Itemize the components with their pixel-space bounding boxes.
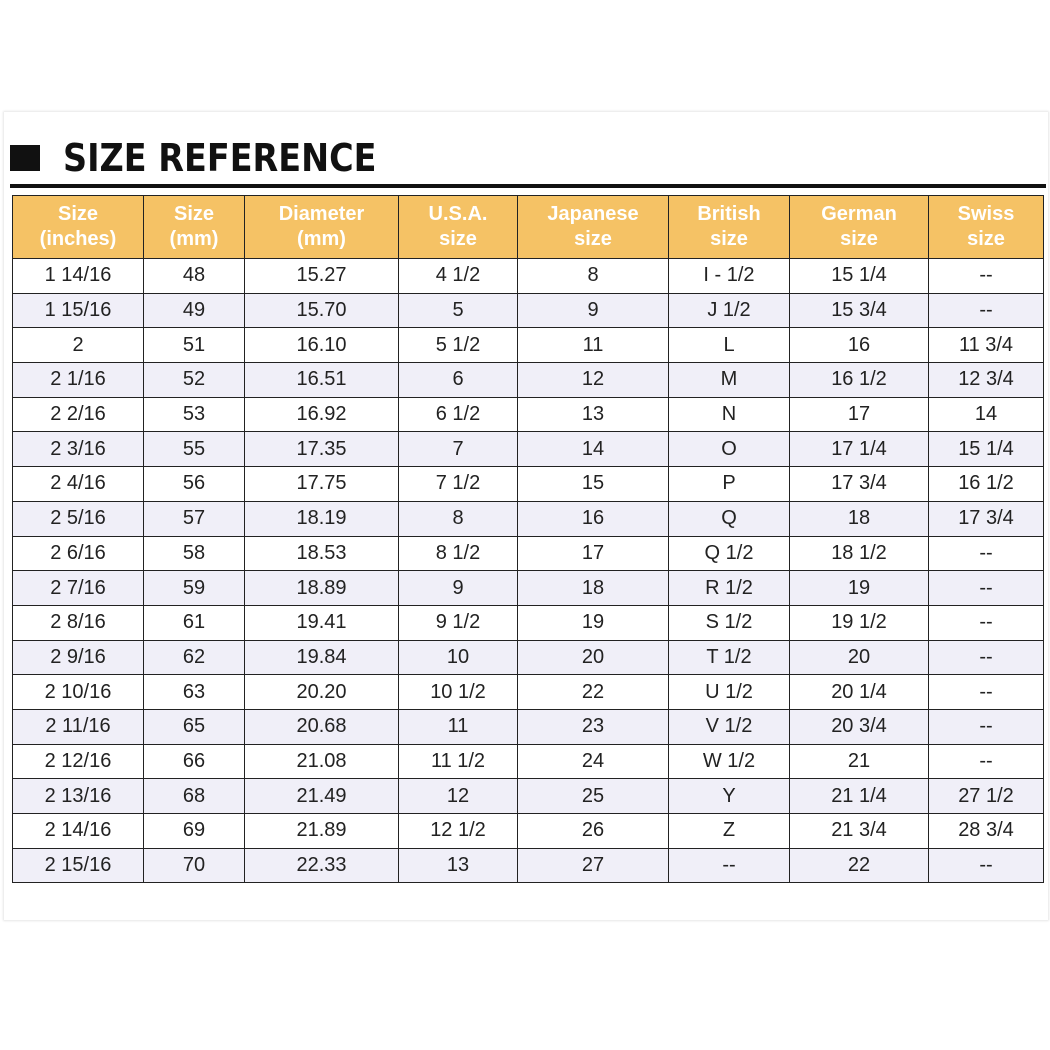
table-cell: 21.49 [245,779,399,814]
table-cell: 1 14/16 [13,259,144,294]
table-cell: -- [929,744,1044,779]
table-body [13,259,1044,883]
column-header [518,196,669,259]
table-cell: Q 1/2 [669,536,790,571]
table-cell: 17 [518,536,669,571]
table-cell: -- [929,536,1044,571]
table-cell: N [669,397,790,432]
table-cell: V 1/2 [669,709,790,744]
table-cell: 18.19 [245,501,399,536]
table-cell: 2 6/16 [13,536,144,571]
table-cell: 53 [144,397,245,432]
table-row [13,259,1044,294]
page-title: SIZE REFERENCE [63,136,377,180]
table-cell: 59 [144,571,245,606]
table-cell: 12 [399,779,518,814]
table-cell: -- [929,259,1044,294]
table-cell: 2 7/16 [13,571,144,606]
table-cell: 11 3/4 [929,328,1044,363]
table-cell: 68 [144,779,245,814]
table-cell: 1 15/16 [13,293,144,328]
column-header-line1: Japanese [547,203,639,225]
table-cell: R 1/2 [669,571,790,606]
table-row [13,536,1044,571]
table-cell: 6 [399,363,518,398]
table-cell: -- [929,709,1044,744]
table-cell: 19 [518,605,669,640]
table-cell: 21 3/4 [790,814,929,849]
table-cell: 63 [144,675,245,710]
table-cell: 17.35 [245,432,399,467]
table-cell: 51 [144,328,245,363]
table-cell: 16 [518,501,669,536]
column-header-line2: size [439,228,477,250]
table-cell: 17 3/4 [790,467,929,502]
column-header [399,196,518,259]
table-cell: 24 [518,744,669,779]
table-cell: 69 [144,814,245,849]
table-cell: 12 1/2 [399,814,518,849]
table-cell: 15.27 [245,259,399,294]
column-header [669,196,790,259]
table-cell: 17 1/4 [790,432,929,467]
table-cell: 4 1/2 [399,259,518,294]
table-cell: 16.92 [245,397,399,432]
table-cell: 48 [144,259,245,294]
table-row [13,467,1044,502]
table-cell: T 1/2 [669,640,790,675]
table-cell: -- [929,640,1044,675]
table-cell: 27 [518,848,669,883]
column-header-line2: (inches) [39,228,117,250]
column-header [245,196,399,259]
table-cell: 16 [790,328,929,363]
table-cell: 15.70 [245,293,399,328]
table-cell: 21 1/4 [790,779,929,814]
table-cell: 27 1/2 [929,779,1044,814]
table-cell: 9 [399,571,518,606]
table-row [13,709,1044,744]
table-cell: 11 1/2 [399,744,518,779]
table-cell: 62 [144,640,245,675]
table-cell: 22 [518,675,669,710]
table-cell: 12 3/4 [929,363,1044,398]
column-header-line1: Swiss [957,203,1015,225]
table-cell: P [669,467,790,502]
table-row [13,363,1044,398]
table-cell: 22.33 [245,848,399,883]
table-cell: 5 1/2 [399,328,518,363]
table-row [13,397,1044,432]
table-cell: 19 [790,571,929,606]
table-cell: Y [669,779,790,814]
table-cell: 15 1/4 [929,432,1044,467]
table-cell: 15 [518,467,669,502]
table-cell: 56 [144,467,245,502]
column-header-line2: (mm) [169,228,219,250]
table-cell: I - 1/2 [669,259,790,294]
table-cell: 8 [399,501,518,536]
column-header-line2: size [967,228,1005,250]
table-cell: 19 1/2 [790,605,929,640]
table-cell: 15 1/4 [790,259,929,294]
table-cell: 49 [144,293,245,328]
table-cell: 2 15/16 [13,848,144,883]
table-cell: 10 1/2 [399,675,518,710]
table-cell: 23 [518,709,669,744]
table-cell: 55 [144,432,245,467]
table-cell: 52 [144,363,245,398]
column-header [144,196,245,259]
table-cell: S 1/2 [669,605,790,640]
table-cell: 14 [929,397,1044,432]
table-cell: 17 3/4 [929,501,1044,536]
table-cell: 22 [790,848,929,883]
table-cell: 17 [790,397,929,432]
column-header-line1: Diameter [278,203,365,225]
column-header-line2: size [710,228,748,250]
table-cell: 14 [518,432,669,467]
table-cell: 7 1/2 [399,467,518,502]
table-cell: 2 2/16 [13,397,144,432]
table-cell: 18 [790,501,929,536]
column-header-line2: size [574,228,612,250]
table-cell: 21 [790,744,929,779]
table-row [13,779,1044,814]
table-cell: 18 1/2 [790,536,929,571]
table-cell: 17.75 [245,467,399,502]
table-cell: 26 [518,814,669,849]
table-cell: -- [929,605,1044,640]
table-cell: 21.89 [245,814,399,849]
table-cell: W 1/2 [669,744,790,779]
table-cell: 12 [518,363,669,398]
column-header-line1: British [697,203,761,225]
table-cell: 25 [518,779,669,814]
column-header-line2: size [840,228,878,250]
table-cell: 18.89 [245,571,399,606]
table-cell: 15 3/4 [790,293,929,328]
table-cell: 2 1/16 [13,363,144,398]
table-cell: 20 1/4 [790,675,929,710]
table-row [13,293,1044,328]
table-row [13,432,1044,467]
table-cell: 20.20 [245,675,399,710]
table-cell: 8 [518,259,669,294]
table-cell: 16.10 [245,328,399,363]
table-cell: U 1/2 [669,675,790,710]
table-cell: 20.68 [245,709,399,744]
table-cell: 13 [399,848,518,883]
table-cell: -- [929,848,1044,883]
table-cell: 2 5/16 [13,501,144,536]
table-cell: 18.53 [245,536,399,571]
table-cell: 2 14/16 [13,814,144,849]
table-row [13,571,1044,606]
column-header [13,196,144,259]
table-cell: 6 1/2 [399,397,518,432]
table-row [13,744,1044,779]
table-cell: 2 4/16 [13,467,144,502]
table-cell: 16 1/2 [929,467,1044,502]
column-header-line1: U.S.A. [428,203,488,225]
column-header-line2: (mm) [297,228,346,250]
size-reference-table [12,195,1044,883]
table-row [13,848,1044,883]
table-row [13,640,1044,675]
column-header [929,196,1044,259]
table-cell: -- [669,848,790,883]
heading-divider [10,184,1046,188]
table-cell: 2 3/16 [13,432,144,467]
table-cell: 16 1/2 [790,363,929,398]
table-cell: 11 [399,709,518,744]
table-cell: 16.51 [245,363,399,398]
table-cell: 70 [144,848,245,883]
column-header-line1: Size [57,203,99,225]
table-cell: 28 3/4 [929,814,1044,849]
table-cell: 58 [144,536,245,571]
table-cell: 13 [518,397,669,432]
column-header-line1: Size [173,203,215,225]
table-cell: 57 [144,501,245,536]
page-heading [10,136,419,180]
table-cell: -- [929,675,1044,710]
table-cell: 19.41 [245,605,399,640]
table-row [13,501,1044,536]
column-header [790,196,929,259]
table-cell: O [669,432,790,467]
table-cell: 2 12/16 [13,744,144,779]
table-cell: -- [929,571,1044,606]
table-cell: 9 [518,293,669,328]
table-cell: 2 8/16 [13,605,144,640]
table-cell: 20 3/4 [790,709,929,744]
table-cell: L [669,328,790,363]
table-cell: 2 13/16 [13,779,144,814]
table-cell: 20 [790,640,929,675]
table-cell: J 1/2 [669,293,790,328]
table-row [13,814,1044,849]
table-row [13,328,1044,363]
table-cell: 2 10/16 [13,675,144,710]
table-cell: 21.08 [245,744,399,779]
table-cell: 11 [518,328,669,363]
table-cell: M [669,363,790,398]
table-cell: Z [669,814,790,849]
table-cell: 9 1/2 [399,605,518,640]
table-cell: Q [669,501,790,536]
table-cell: 2 9/16 [13,640,144,675]
table-cell: 5 [399,293,518,328]
table-cell: 19.84 [245,640,399,675]
table-cell: 20 [518,640,669,675]
table-cell: -- [929,293,1044,328]
table-cell: 2 11/16 [13,709,144,744]
table-row [13,675,1044,710]
square-bullet-icon [10,145,40,171]
table-header-row [13,196,1044,259]
table-cell: 61 [144,605,245,640]
column-header-line1: German [821,203,897,225]
table-row [13,605,1044,640]
table-cell: 8 1/2 [399,536,518,571]
table-cell: 66 [144,744,245,779]
table-cell: 10 [399,640,518,675]
table-cell: 18 [518,571,669,606]
table-cell: 65 [144,709,245,744]
table-cell: 2 [13,328,144,363]
table-cell: 7 [399,432,518,467]
